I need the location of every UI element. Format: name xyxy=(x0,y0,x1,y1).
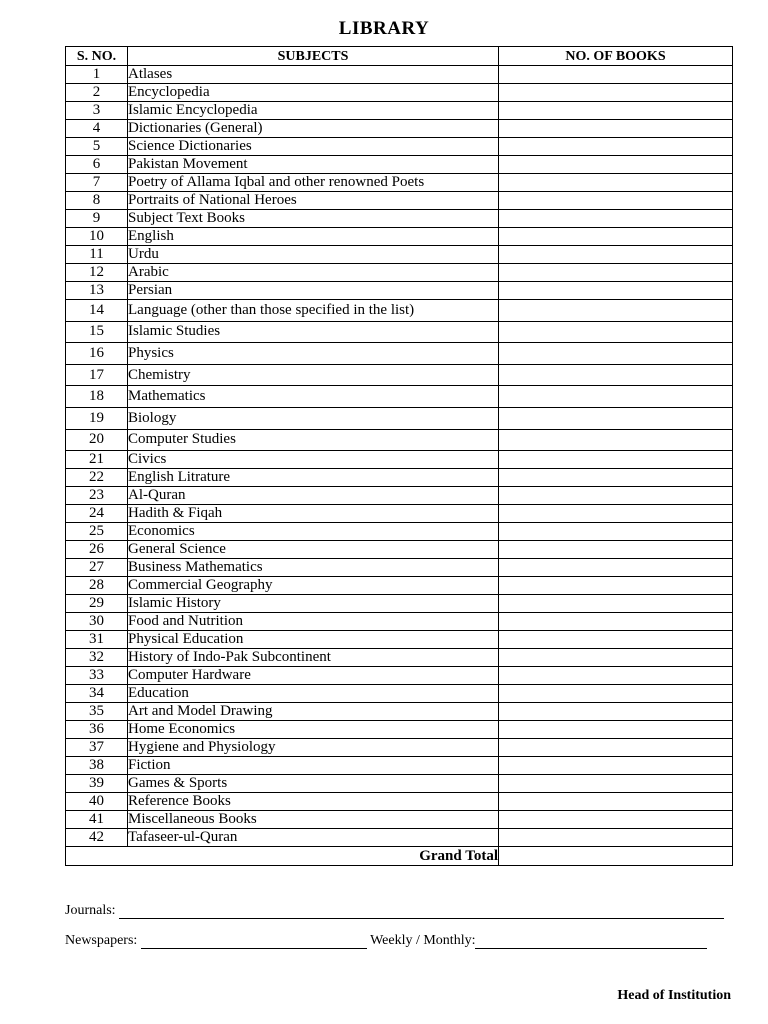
row-subject: Al-Quran xyxy=(128,487,499,505)
row-number: 34 xyxy=(66,685,128,703)
row-subject: Language (other than those specified in the list) xyxy=(128,300,499,322)
table-row xyxy=(66,613,733,631)
row-books-field[interactable] xyxy=(499,523,733,541)
row-subject: Business Mathematics xyxy=(128,559,499,577)
row-books-field[interactable] xyxy=(499,264,733,282)
row-subject: Hadith & Fiqah xyxy=(128,505,499,523)
table-row xyxy=(66,102,733,120)
row-number: 7 xyxy=(66,174,128,192)
row-books-field[interactable] xyxy=(499,667,733,685)
head-of-institution: Head of Institution xyxy=(617,988,731,1003)
row-subject: Chemistry xyxy=(128,364,499,386)
row-books-field[interactable] xyxy=(499,685,733,703)
table-row xyxy=(66,505,733,523)
row-subject: Physical Education xyxy=(128,631,499,649)
table-row xyxy=(66,685,733,703)
row-number: 22 xyxy=(66,469,128,487)
row-books-field[interactable] xyxy=(499,386,733,408)
row-subject: General Science xyxy=(128,541,499,559)
row-books-field[interactable] xyxy=(499,282,733,300)
row-books-field[interactable] xyxy=(499,138,733,156)
grand-total-row xyxy=(66,847,733,866)
row-subject: Poetry of Allama Iqbal and other renowned Poets xyxy=(128,174,499,192)
row-books-field[interactable] xyxy=(499,364,733,386)
row-subject: Reference Books xyxy=(128,793,499,811)
row-books-field[interactable] xyxy=(499,246,733,264)
table-row xyxy=(66,793,733,811)
row-books-field[interactable] xyxy=(499,631,733,649)
row-number: 21 xyxy=(66,451,128,469)
row-books-field[interactable] xyxy=(499,84,733,102)
row-number: 15 xyxy=(66,321,128,343)
row-number: 28 xyxy=(66,577,128,595)
row-books-field[interactable] xyxy=(499,429,733,451)
table-row xyxy=(66,246,733,264)
table-row xyxy=(66,228,733,246)
table-row xyxy=(66,429,733,451)
row-books-field[interactable] xyxy=(499,210,733,228)
row-subject: Education xyxy=(128,685,499,703)
row-number: 5 xyxy=(66,138,128,156)
row-subject: English xyxy=(128,228,499,246)
row-books-field[interactable] xyxy=(499,451,733,469)
row-subject: Economics xyxy=(128,523,499,541)
row-subject: Tafaseer-ul-Quran xyxy=(128,829,499,847)
row-books-field[interactable] xyxy=(499,559,733,577)
row-subject: Art and Model Drawing xyxy=(128,703,499,721)
row-books-field[interactable] xyxy=(499,300,733,322)
row-number: 8 xyxy=(66,192,128,210)
row-subject: English Litrature xyxy=(128,469,499,487)
table-row xyxy=(66,192,733,210)
row-books-field[interactable] xyxy=(499,793,733,811)
journals-line xyxy=(65,903,724,919)
table-row xyxy=(66,138,733,156)
row-subject: Games & Sports xyxy=(128,775,499,793)
row-number: 11 xyxy=(66,246,128,264)
row-books-field[interactable] xyxy=(499,505,733,523)
row-number: 16 xyxy=(66,343,128,365)
row-books-field[interactable] xyxy=(499,228,733,246)
table-row xyxy=(66,721,733,739)
row-books-field[interactable] xyxy=(499,613,733,631)
journals-field[interactable] xyxy=(119,904,724,919)
table-row xyxy=(66,84,733,102)
row-books-field[interactable] xyxy=(499,703,733,721)
row-books-field[interactable] xyxy=(499,102,733,120)
row-subject: Commercial Geography xyxy=(128,577,499,595)
table-row xyxy=(66,595,733,613)
row-books-field[interactable] xyxy=(499,120,733,138)
row-number: 40 xyxy=(66,793,128,811)
table-row xyxy=(66,343,733,365)
row-subject: History of Indo-Pak Subcontinent xyxy=(128,649,499,667)
row-number: 33 xyxy=(66,667,128,685)
table-row xyxy=(66,487,733,505)
table-row xyxy=(66,120,733,138)
row-books-field[interactable] xyxy=(499,775,733,793)
header-subjects: SUBJECTS xyxy=(128,47,499,66)
row-number: 38 xyxy=(66,757,128,775)
row-subject: Fiction xyxy=(128,757,499,775)
newspapers-field[interactable] xyxy=(141,934,367,949)
table-row xyxy=(66,541,733,559)
table-row xyxy=(66,523,733,541)
table-row xyxy=(66,264,733,282)
row-subject: Home Economics xyxy=(128,721,499,739)
row-books-field[interactable] xyxy=(499,192,733,210)
row-subject: Food and Nutrition xyxy=(128,613,499,631)
table-row xyxy=(66,811,733,829)
table-row xyxy=(66,775,733,793)
row-books-field[interactable] xyxy=(499,469,733,487)
row-books-field[interactable] xyxy=(499,487,733,505)
newspapers-label: Newspapers: xyxy=(65,933,138,948)
row-books-field[interactable] xyxy=(499,595,733,613)
table-row xyxy=(66,407,733,429)
row-subject: Islamic Studies xyxy=(128,321,499,343)
grand-total-label: Grand Total xyxy=(66,847,499,866)
row-subject: Hygiene and Physiology xyxy=(128,739,499,757)
row-number: 37 xyxy=(66,739,128,757)
table-row xyxy=(66,300,733,322)
row-number: 10 xyxy=(66,228,128,246)
row-subject: Atlases xyxy=(128,66,499,84)
row-number: 30 xyxy=(66,613,128,631)
row-number: 6 xyxy=(66,156,128,174)
row-number: 39 xyxy=(66,775,128,793)
row-books-field[interactable] xyxy=(499,757,733,775)
table-row xyxy=(66,559,733,577)
row-number: 23 xyxy=(66,487,128,505)
table-row xyxy=(66,66,733,84)
library-table xyxy=(65,46,733,866)
table-row xyxy=(66,469,733,487)
row-subject: Miscellaneous Books xyxy=(128,811,499,829)
row-subject: Islamic History xyxy=(128,595,499,613)
table-row xyxy=(66,210,733,228)
header-sno: S. NO. xyxy=(66,47,128,66)
table-row xyxy=(66,631,733,649)
row-subject: Biology xyxy=(128,407,499,429)
row-subject: Mathematics xyxy=(128,386,499,408)
table-header-row xyxy=(66,47,733,66)
grand-total-field[interactable] xyxy=(499,847,733,866)
row-books-field[interactable] xyxy=(499,739,733,757)
row-books-field[interactable] xyxy=(499,174,733,192)
table-row xyxy=(66,649,733,667)
page-title: LIBRARY xyxy=(338,18,430,39)
row-books-field[interactable] xyxy=(499,577,733,595)
row-subject: Islamic Encyclopedia xyxy=(128,102,499,120)
row-books-field[interactable] xyxy=(499,541,733,559)
table-row xyxy=(66,321,733,343)
newspapers-line xyxy=(65,933,707,949)
row-books-field[interactable] xyxy=(499,321,733,343)
row-subject: Computer Hardware xyxy=(128,667,499,685)
row-books-field[interactable] xyxy=(499,829,733,847)
row-number: 2 xyxy=(66,84,128,102)
row-number: 1 xyxy=(66,66,128,84)
row-books-field[interactable] xyxy=(499,649,733,667)
table-row xyxy=(66,156,733,174)
journals-label: Journals: xyxy=(65,903,116,918)
table-row xyxy=(66,174,733,192)
row-number: 13 xyxy=(66,282,128,300)
row-number: 19 xyxy=(66,407,128,429)
row-books-field[interactable] xyxy=(499,156,733,174)
row-number: 17 xyxy=(66,364,128,386)
table-row xyxy=(66,451,733,469)
table-row xyxy=(66,703,733,721)
row-subject: Persian xyxy=(128,282,499,300)
row-subject: Physics xyxy=(128,343,499,365)
row-number: 12 xyxy=(66,264,128,282)
row-subject: Civics xyxy=(128,451,499,469)
row-subject: Subject Text Books xyxy=(128,210,499,228)
table-row xyxy=(66,829,733,847)
row-number: 4 xyxy=(66,120,128,138)
row-number: 9 xyxy=(66,210,128,228)
row-subject: Pakistan Movement xyxy=(128,156,499,174)
row-subject: Portraits of National Heroes xyxy=(128,192,499,210)
row-number: 26 xyxy=(66,541,128,559)
row-number: 31 xyxy=(66,631,128,649)
table-row xyxy=(66,667,733,685)
table-row xyxy=(66,386,733,408)
row-number: 14 xyxy=(66,300,128,322)
row-subject: Arabic xyxy=(128,264,499,282)
row-number: 24 xyxy=(66,505,128,523)
row-number: 27 xyxy=(66,559,128,577)
row-subject: Science Dictionaries xyxy=(128,138,499,156)
row-books-field[interactable] xyxy=(499,343,733,365)
header-books: NO. OF BOOKS xyxy=(499,47,733,66)
row-number: 36 xyxy=(66,721,128,739)
row-subject: Encyclopedia xyxy=(128,84,499,102)
row-subject: Computer Studies xyxy=(128,429,499,451)
row-books-field[interactable] xyxy=(499,66,733,84)
table-row xyxy=(66,282,733,300)
row-number: 18 xyxy=(66,386,128,408)
row-books-field[interactable] xyxy=(499,721,733,739)
row-number: 32 xyxy=(66,649,128,667)
row-number: 42 xyxy=(66,829,128,847)
table-row xyxy=(66,577,733,595)
table-row xyxy=(66,364,733,386)
row-books-field[interactable] xyxy=(499,811,733,829)
row-number: 41 xyxy=(66,811,128,829)
row-number: 3 xyxy=(66,102,128,120)
table-body xyxy=(66,66,733,847)
row-number: 25 xyxy=(66,523,128,541)
table-row xyxy=(66,757,733,775)
table-row xyxy=(66,739,733,757)
row-number: 35 xyxy=(66,703,128,721)
weekly-monthly-label: Weekly / Monthly: xyxy=(370,933,476,948)
row-number: 29 xyxy=(66,595,128,613)
row-number: 20 xyxy=(66,429,128,451)
row-books-field[interactable] xyxy=(499,407,733,429)
row-subject: Urdu xyxy=(128,246,499,264)
weekly-monthly-field[interactable] xyxy=(475,934,707,949)
row-subject: Dictionaries (General) xyxy=(128,120,499,138)
